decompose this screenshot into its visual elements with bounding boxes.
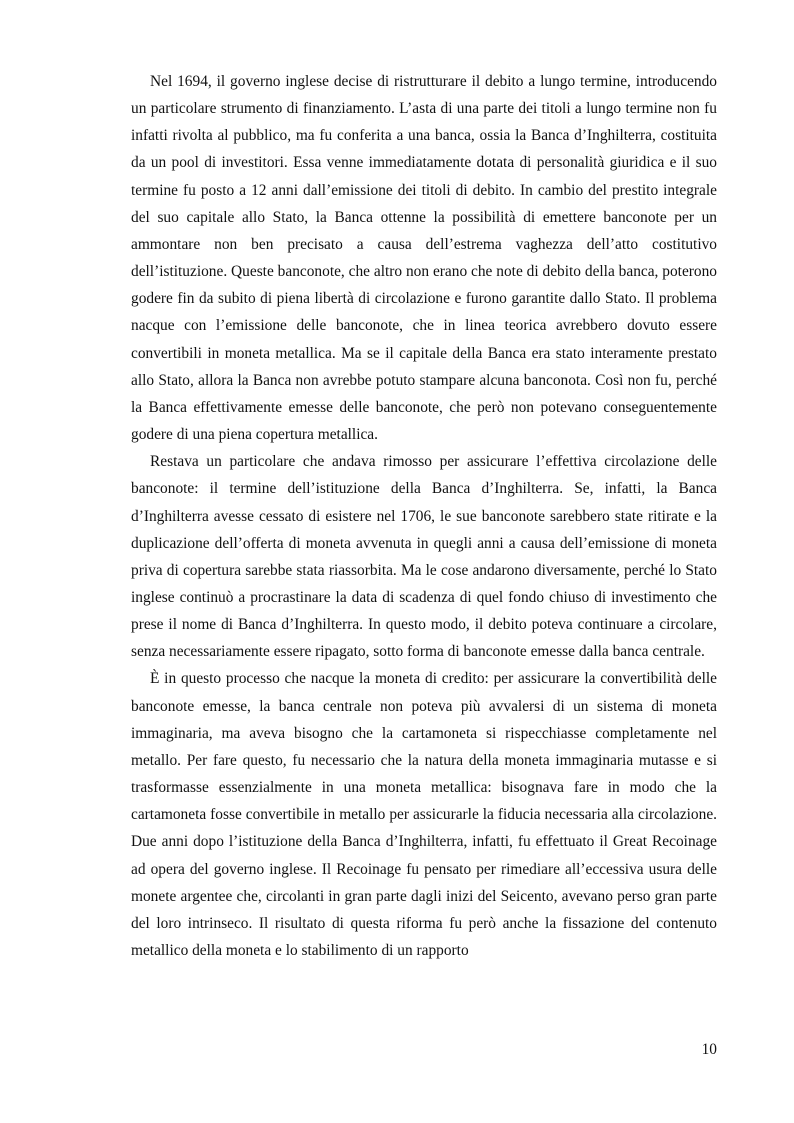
page-number: 10: [701, 1041, 717, 1058]
body-text: [131, 68, 717, 964]
paragraph-1: Nel 1694, il governo inglese decise di ristrutturare il debito a lungo termine, introducendo un particolare strumento di finanziamento. L’asta di una parte dei titoli a lungo termine non fu infatti rivolta al pubblico, ma fu conferita a una banca, ossia la Banca d’Inghilterra, costituita da un pool di investitori. Essa venne immediatamente dotata di personalità giuridica e il suo termine fu posto a 12 anni dall’emissione dei titoli di debito. In cambio del prestito integrale del suo capitale allo Stato, la Banca ottenne la possibilità di emettere banconote per un ammontare non ben precisato a causa dell’estrema vaghezza dell’atto costitutivo dell’istituzione. Queste banconote, che altro non erano che note di debito della banca, poterono godere fin da subito di piena libertà di circolazione e furono garantite dallo Stato. Il problema nacque con l’emissione delle banconote, che in linea teorica avrebbero dovuto essere convertibili in moneta metallica. Ma se il capitale della Banca era stato interamente prestato allo Stato, allora la Banca non avrebbe potuto stampare alcuna banconota. Così non fu, perché la Banca effettivamente emesse delle banconote, che però non potevano conseguentemente godere di una piena copertura metallica.: [131, 73, 717, 444]
paragraph-3: È in questo processo che nacque la moneta di credito: per assicurare la convertibilità delle banconote emesse, la banca centrale non poteva più avvalersi di un sistema di moneta immaginaria, ma aveva bisogno che la cartamoneta si rispecchiasse completamente nel metallo. Per fare questo, fu necessario che la natura della moneta immaginaria mutasse e si trasformasse essenzialmente in una moneta metallica: bisognava fare in modo che la cartamoneta fosse convertibile in metallo per assicurarle la fiducia necessaria alla circolazione. Due anni dopo l’istituzione della Banca d’Inghilterra, infatti, fu effettuato il Great Recoinage ad opera del governo inglese. Il Recoinage fu pensato per rimediare all’eccessiva usura delle monete argentee che, circolanti in gran parte dagli inizi del Seicento, avevano perso gran parte del loro intrinseco. Il risultato di questa riforma fu però anche la fissazione del contenuto metallico della moneta e lo stabilimento di un rapporto: [131, 670, 717, 959]
paragraph-2: Restava un particolare che andava rimosso per assicurare l’effettiva circolazione delle banconote: il termine dell’istituzione della Banca d’Inghilterra. Se, infatti, la Banca d’Inghilterra avesse cessato di esistere nel 1706, le sue banconote sarebbero state ritirate e la duplicazione dell’offerta di moneta avvenuta in quegli anni a causa dell’emissione di moneta priva di copertura sarebbe stata riassorbita. Ma le cose andarono diversamente, perché lo Stato inglese continuò a procrastinare la data di scadenza di quel fondo chiuso di investimento che prese il nome di Banca d’Inghilterra. In questo modo, il debito poteva continuare a circolare, senza necessariamente essere ripagato, sotto forma di banconote emesse dalla banca centrale.: [131, 453, 717, 661]
